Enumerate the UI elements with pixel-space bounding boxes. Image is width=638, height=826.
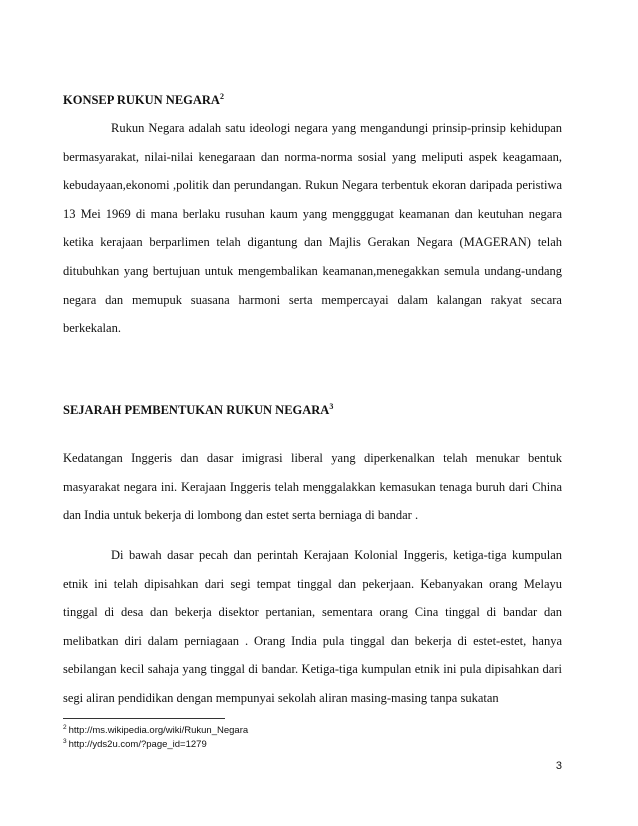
section-heading-sejarah [63, 402, 562, 418]
footnote-link[interactable]: http://ms.wikipedia.org/wiki/Rukun_Negara [68, 725, 249, 736]
footnote-ref: 2 [219, 91, 224, 101]
footnote-number: 2 [63, 723, 67, 731]
footnote-3 [63, 739, 207, 751]
footnote-number: 3 [63, 737, 67, 745]
paragraph-sejarah-1: Kedatangan Inggeris dan dasar imigrasi liberal yang diperkenalkan telah menukar bentuk masyarakat negara ini. Kerajaan Inggeris telah menggalakkan kemasukan tenaga buruh dari China dan India untuk bekerja di lombong dan estet serta berniaga di bandar . [63, 451, 562, 523]
heading-text: SEJARAH PEMBENTUKAN RUKUN NEGARA [63, 403, 330, 417]
paragraph-sejarah-2: Di bawah dasar pecah dan perintah Kerajaan Kolonial Inggeris, ketiga-tiga kumpulan etnik ini telah dipisahkan dari segi tempat tinggal dan pekerjaan. Kebanyakan orang Melayu tinggal di desa dan bekerja disektor pertanian, sementara orang Cina tinggal di bandar dan melibatkan diri dalam perniagaan . Orang India pula tinggal dan bekerja di estet-estet, hanya sebilangan kecil sahaja yang tinggal di bandar. Ketiga-tiga kumpulan etnik ini pula dipisahkan dari segi aliran pendidikan dengan mempunyai sekolah aliran masing-masing tanpa sukatan [63, 548, 562, 705]
footnote-divider [63, 718, 225, 719]
footnote-ref: 3 [329, 401, 334, 411]
page-number: 3 [555, 760, 562, 772]
paragraph-konsep: Rukun Negara adalah satu ideologi negara yang mengandungi prinsip-prinsip kehidupan bermasyarakat, nilai-nilai kenegaraan dan norma-norma sosial yang meliputi aspek keagamaan, kebudayaan,ekonomi ,politik dan perundangan. Rukun Negara terbentuk ekoran daripada peristiwa 13 Mei 1969 di mana berlaku rusuhan kaum yang mengggugat keamanan dan keutuhan negara ketika kerajaan berparlimen telah digantung dan Majlis Gerakan Negara (MAGERAN) telah ditubuhkan yang bertujuan untuk mengembalikan keamanan,menegakkan semula undang-undang negara dan memupuk suasana harmoni serta mempercayai dalam kalangan rakyat secara berkekalan. [63, 121, 562, 336]
heading-text: KONSEP RUKUN NEGARA [63, 93, 220, 107]
section-heading-konsep [63, 92, 562, 108]
footnote-link[interactable]: http://yds2u.com/?page_id=1279 [68, 739, 207, 750]
footnote-2 [63, 725, 248, 737]
